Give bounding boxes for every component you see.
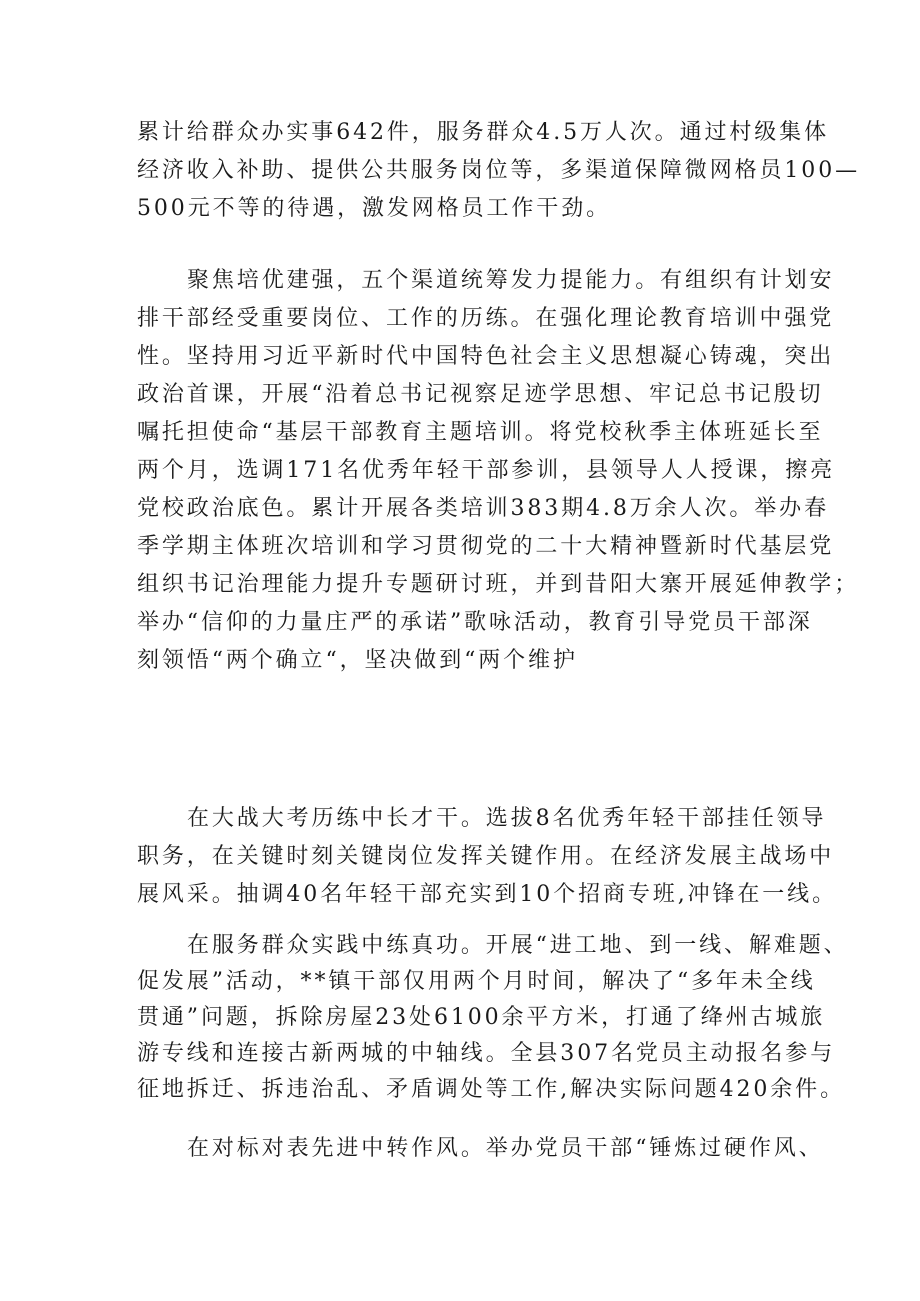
text-line: 刻领悟“两个确立“，坚决做到“两个维护 xyxy=(137,648,578,673)
text-line: 累计给群众办实事642件，服务群众4.5万人次。通过村级集体 xyxy=(137,120,829,145)
text-line: 两个月，选调171名优秀年轻干部参训，县领导人人授课，擦亮 xyxy=(137,458,836,483)
text-line: 展风采。抽调40名年轻干部充实到10个招商专班,冲锋在一线。 xyxy=(137,882,837,907)
text-line: 在对标对表先进中转作风。举办党员干部“锤炼过硬作风、 xyxy=(187,1136,824,1161)
text-line: 政治首课，开展“沿着总书记视察足迹学思想、牢记总书记殷切 xyxy=(137,382,824,407)
text-line: 征地拆迁、拆违治乱、矛盾调处等工作,解决实际问题420余件。 xyxy=(137,1077,845,1102)
text-line: 经济收入补助、提供公共服务岗位等，多渠道保障微网格员100— xyxy=(137,158,860,183)
text-line: 贯通”问题，拆除房屋23处6100余平方米，打通了绛州古城旅 xyxy=(137,1005,826,1030)
text-line: 聚焦培优建强，五个渠道统筹发力提能力。有组织有计划安 xyxy=(187,268,835,293)
paragraph-2 xyxy=(137,262,860,680)
text-line: 季学期主体班次培训和学习贯彻党的二十大精神暨新时代基层党 xyxy=(137,534,835,559)
text-line: 500元不等的待遇，激发网格员工作干劲。 xyxy=(137,196,611,221)
text-line: 职务，在关键时刻关键岗位发挥关键作用。在经济发展主战场中 xyxy=(137,844,835,869)
paragraph-4 xyxy=(137,928,849,1108)
text-line: 游专线和连接古新两城的中轴线。全县307名党员主动报名参与 xyxy=(137,1041,836,1066)
text-line: 促发展”活动，**镇干部仅用两个月时间，解决了“多年未全线 xyxy=(137,969,816,994)
paragraph-1 xyxy=(137,114,860,228)
text-line: 党校政治底色。累计开展各类培训383期4.8万余人次。举办春 xyxy=(137,496,829,521)
text-line: 举办“信仰的力量庄严的承诺”歌咏活动，教育引导党员干部深 xyxy=(137,610,813,635)
text-line: 排干部经受重要岗位、工作的历练。在强化理论教育培训中强党 xyxy=(137,306,835,331)
paragraph-5 xyxy=(137,1130,824,1168)
paragraph-3 xyxy=(137,800,837,914)
text-line: 在大战大考历练中长才干。选拔8名优秀年轻干部挂任领导 xyxy=(187,806,827,831)
text-line: 在服务群众实践中练真功。开展“进工地、到一线、解难题、 xyxy=(187,933,849,958)
text-line: 性。坚持用习近平新时代中国特色社会主义思想凝心铸魂，突出 xyxy=(137,344,835,369)
text-line: 嘱托担使命“基层干部教育主题培训。将党校秋季主体班延长至 xyxy=(137,420,824,445)
text-line: 组织书记治理能力提升专题研讨班，并到昔阳大寨开展延伸教学； xyxy=(137,572,860,597)
